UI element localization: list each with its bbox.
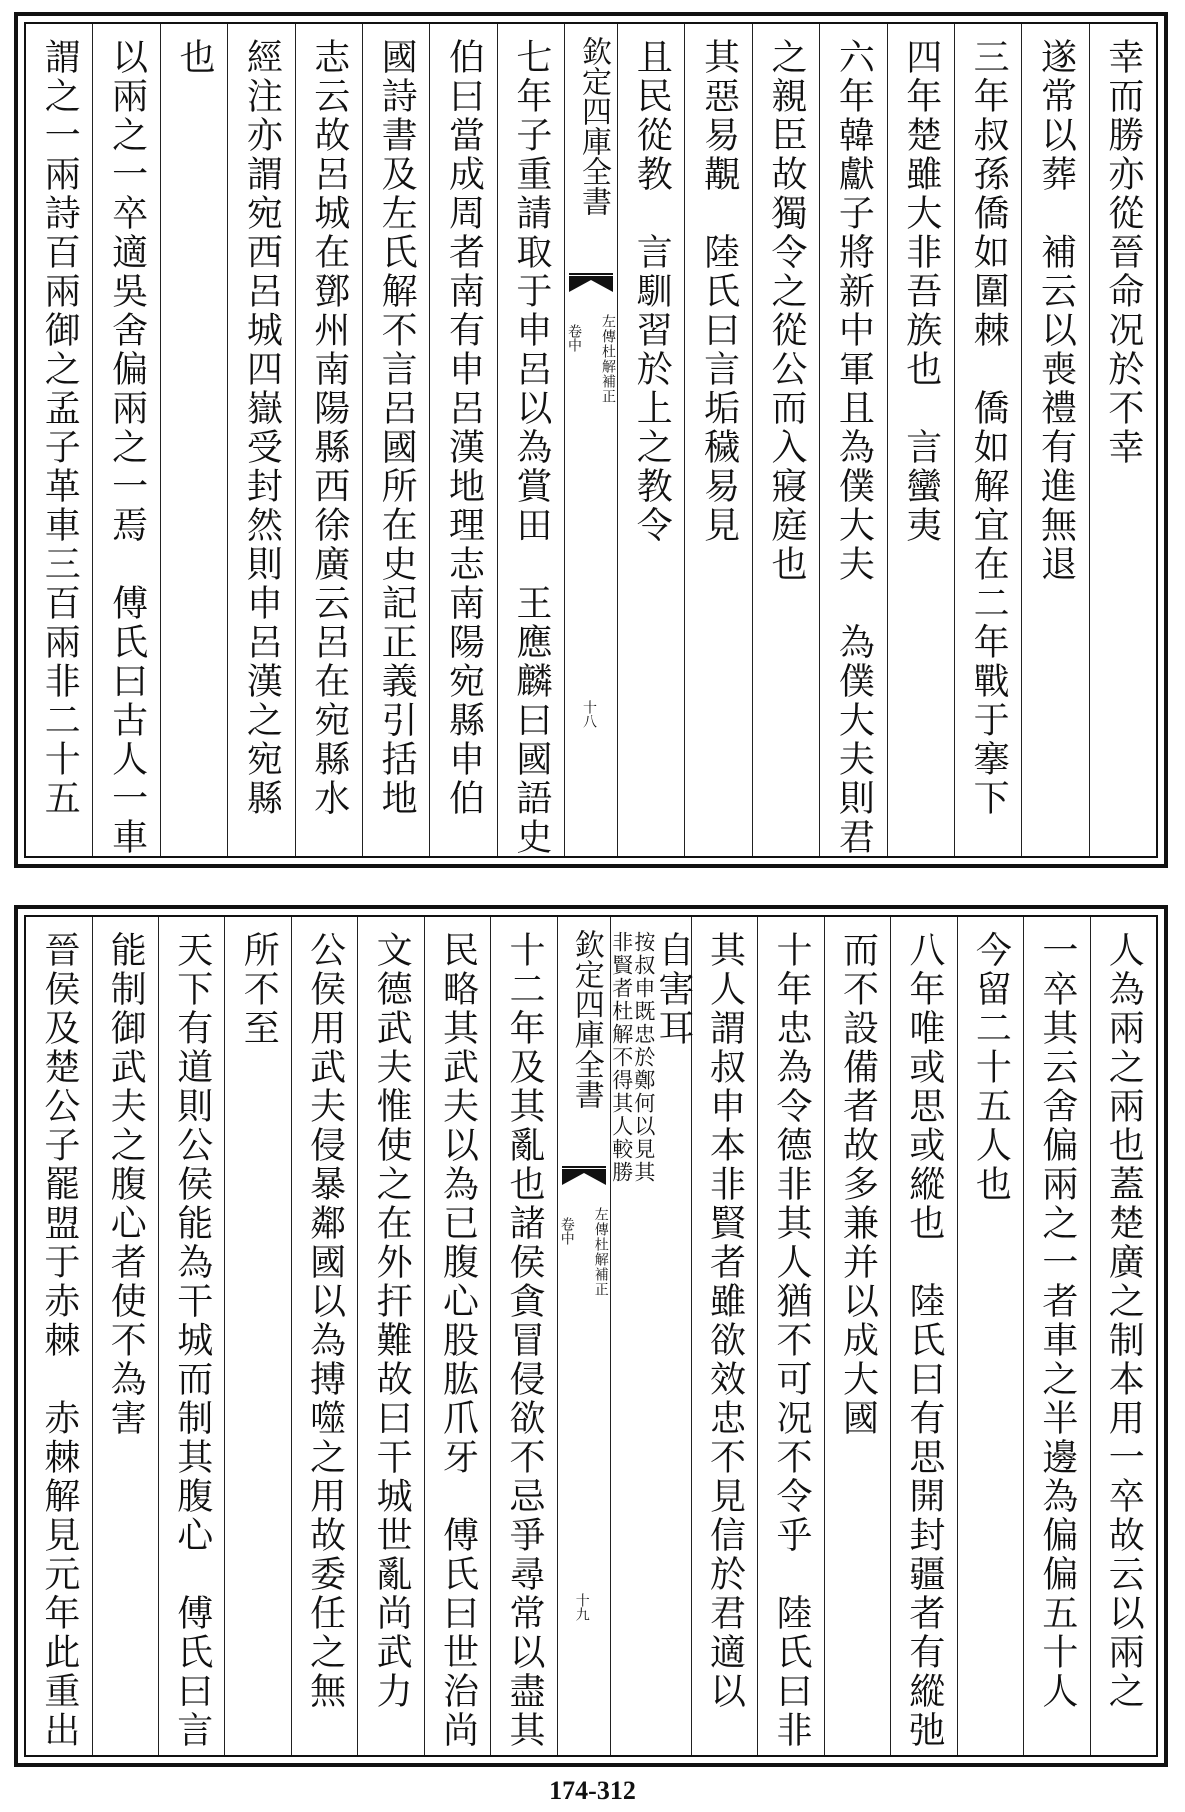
text-column — [684, 24, 751, 856]
column-text: 人為兩之兩也蓋楚廣之制本用一卒故云以兩之 — [1103, 931, 1145, 1711]
text-column — [158, 917, 224, 1755]
column-text: 七年子重請取于申呂以為賞田 王應麟曰國語史 — [510, 38, 552, 857]
text-column — [26, 24, 92, 856]
top-page-columns — [24, 22, 1158, 858]
text-column — [957, 917, 1023, 1755]
fold-book-title: 左傳杜解補正 — [600, 314, 616, 404]
column-text: 能制御武夫之腹心者使不為害 — [105, 931, 147, 1438]
text-column — [824, 917, 890, 1755]
annotation-left: 非賢者杜解不得其人較勝 — [609, 931, 634, 1184]
column-text: 志云故呂城在鄧州南陽縣西徐廣云呂在宛縣水 — [308, 38, 350, 818]
fold-leaf-number: 十九 — [573, 1593, 590, 1621]
column-text: 也 — [173, 38, 215, 77]
text-column — [1021, 24, 1088, 856]
text-column — [224, 917, 290, 1755]
text-column — [819, 24, 886, 856]
column-text: 且民從教 言馴習於上之教令 — [631, 38, 673, 545]
text-column — [954, 24, 1021, 856]
text-column — [429, 24, 496, 856]
column-text: 其人謂叔申本非賢者雖欲效忠不見信於君適以 — [704, 931, 746, 1711]
text-column — [890, 917, 956, 1755]
column-text: 經注亦謂宛西呂城四嶽受封然則申呂漢之宛縣 — [241, 38, 283, 818]
fold-center-column — [557, 917, 610, 1755]
text-column — [92, 24, 159, 856]
column-text: 六年韓獻子將新中軍且為僕大夫 為僕大夫則君 — [833, 38, 875, 857]
fishtail-mark — [569, 272, 613, 296]
column-text: 十二年及其亂也諸侯貪冒侵欲不忌爭尋常以盡其 — [504, 931, 545, 1750]
text-column — [424, 917, 490, 1755]
text-column — [92, 917, 158, 1755]
fishtail-icon — [562, 1165, 606, 1189]
column-text: 自害耳 — [652, 931, 694, 1048]
column-text: 遂常以葬 補云以喪禮有進無退 — [1035, 38, 1077, 584]
column-text: 三年叔孫僑如圍棘 僑如解宜在二年戰于搴下 — [968, 38, 1010, 818]
fold-book-title: 左傳杜解補正 — [592, 1207, 609, 1297]
text-column — [1023, 917, 1089, 1755]
page-number: 174-312 — [549, 1776, 636, 1805]
annotation-right: 按叔申既忠於鄭何以見其 — [631, 931, 656, 1184]
note-column — [609, 917, 694, 1755]
column-text: 所不至 — [238, 931, 280, 1048]
column-text: 幸而勝亦從晉命况於不幸 — [1102, 38, 1144, 467]
column-text: 今留二十五人也 — [970, 931, 1012, 1204]
column-text: 公侯用武夫侵暴鄰國以為搏噬之用故委任之無 — [304, 931, 346, 1711]
fold-title: 欽定四庫全書 — [568, 929, 604, 1109]
text-column — [295, 24, 362, 856]
bottom-page-columns — [24, 915, 1158, 1757]
text-column — [362, 24, 429, 856]
column-text: 伯曰當成周者南有申呂漢地理志南陽宛縣申伯 — [443, 38, 485, 818]
text-column — [1089, 24, 1156, 856]
top-page — [14, 12, 1168, 868]
column-text: 以兩之一卒適吳舍偏兩之一焉 傅氏曰古人一車 — [106, 38, 148, 857]
column-text: 晉侯及楚公子罷盟于赤棘 赤棘解見元年此重出 — [38, 931, 80, 1750]
text-column — [757, 917, 823, 1755]
column-text: 之親臣故獨令之從公而入寢庭也 — [765, 38, 807, 584]
text-column — [357, 917, 423, 1755]
fold-center-column — [564, 24, 617, 856]
text-column — [1090, 917, 1156, 1755]
text-column — [691, 917, 757, 1755]
column-text: 而不設備者故多兼并以成大國 — [837, 931, 879, 1438]
text-column — [617, 24, 684, 856]
fishtail-icon — [569, 272, 613, 296]
column-text: 謂之一兩詩百兩御之孟子革車三百兩非二十五 — [39, 38, 81, 818]
text-column — [26, 917, 91, 1755]
column-text: 民略其武夫以為已腹心股肱爪牙 傅氏曰世治尚 — [437, 931, 479, 1750]
column-text: 四年楚雖大非吾族也 言蠻夷 — [900, 38, 942, 545]
text-column — [752, 24, 819, 856]
text-column — [887, 24, 954, 856]
fold-leaf-number: 十八 — [581, 700, 597, 728]
column-text: 國詩書及左氏解不言呂國所在史記正義引括地 — [376, 38, 418, 818]
fishtail-mark — [562, 1165, 606, 1189]
column-text: 天下有道則公侯能為干城而制其腹心 傅氏曰言 — [171, 931, 213, 1750]
text-column — [490, 917, 556, 1755]
text-column — [160, 24, 227, 856]
column-text: 八年唯或思或縱也 陸氏曰有思開封疆者有縱弛 — [903, 931, 945, 1750]
text-column — [291, 917, 357, 1755]
text-column — [497, 24, 564, 856]
column-text: 十年忠為令德非其人猶不可况不令乎 陸氏曰非 — [771, 931, 812, 1750]
bottom-page — [14, 905, 1168, 1767]
column-text: 其惡易覯 陸氏曰言垢穢易見 — [698, 38, 740, 545]
column-text: 文德武夫惟使之在外扞難故曰干城世亂尚武力 — [371, 931, 413, 1711]
fold-volume: 卷中 — [558, 1217, 575, 1245]
text-column — [227, 24, 294, 856]
column-text: 一卒其云舍偏兩之一者車之半邊為偏偏五十人 — [1036, 931, 1078, 1711]
fold-volume: 卷中 — [566, 324, 582, 352]
fold-title: 欽定四庫全書 — [576, 36, 611, 216]
